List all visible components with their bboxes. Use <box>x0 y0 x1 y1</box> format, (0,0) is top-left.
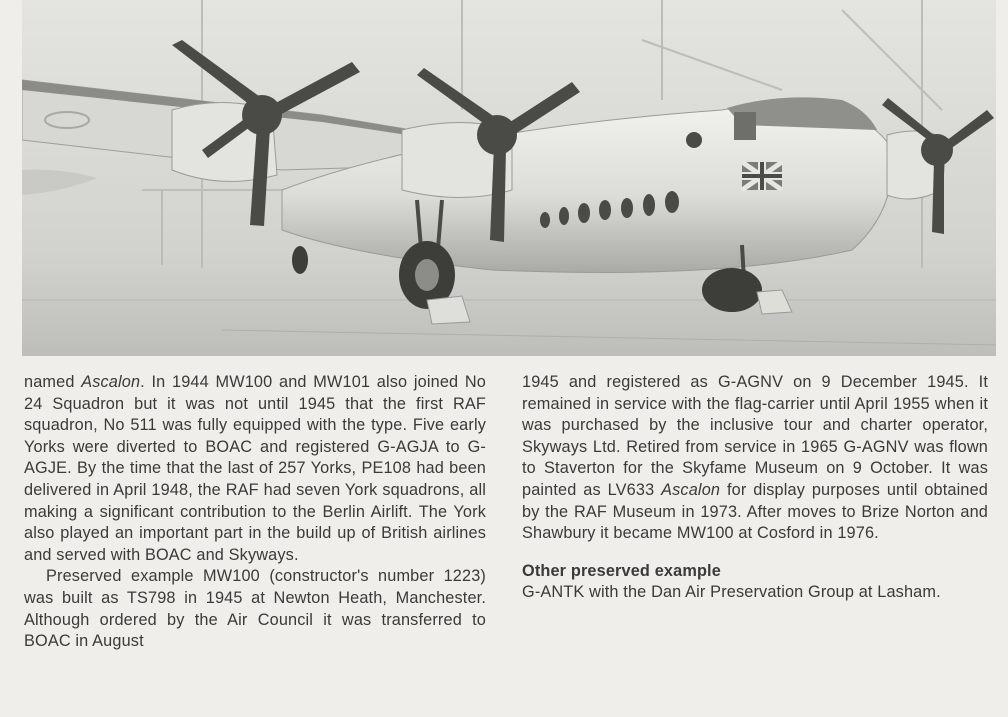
text-span: for display purposes until obtained by the RAF Museum in 1973. After moves to Brize Norton and Shawbury it became MW100 at Cosford in 1976. <box>522 480 988 543</box>
text-span: named <box>24 373 82 391</box>
aircraft-photo <box>22 0 996 356</box>
text-column-left <box>24 372 486 653</box>
italic-aircraft-name: Ascalon <box>661 480 721 499</box>
text-span: 1945 and registered as G-AGNV on 9 December 1945. It remained in service with the flag-carrier until April 1955 when it was purchased by the inclusive tour and charter operator, Skyways Ltd. Retired from service in 1965 G-AGNV was flown to Staverton for the Skyfame Museum on 9 October. It was painted as LV633 <box>522 373 988 499</box>
paragraph-registration-history <box>522 372 988 545</box>
paragraph-york-history <box>24 372 486 566</box>
italic-aircraft-name: Ascalon <box>81 373 141 391</box>
text-span: . In 1944 MW100 and MW101 also joined No 24 Squadron but it was not until 1945 that the first RAF squadron, No 511 was fully equipped with the type. Five early Yorks were diverted to BOAC and registered G-AGJA to G-AGJE. By the time that the last of 257 Yorks, PE108 had been delivered in April 1948, the RAF had seven York squadrons, all making a significant contribution to the Berlin Airlift. The York also played an important part in the build up of British airlines and served with BOAC and Skyways. <box>24 373 486 564</box>
aircraft-photo-illustration <box>22 0 996 356</box>
paragraph-preserved-example: Preserved example MW100 (constructor's number 1223) was built as TS798 in 1945 at Newton Heath, Manchester. Although ordered by the Air Council it was transferred to BOAC in August <box>24 567 486 651</box>
text-column-right <box>522 372 988 604</box>
section-heading: Other preserved example <box>522 561 721 580</box>
paragraph-other-example: G-ANTK with the Dan Air Preservation Group at Lasham. <box>522 583 941 602</box>
